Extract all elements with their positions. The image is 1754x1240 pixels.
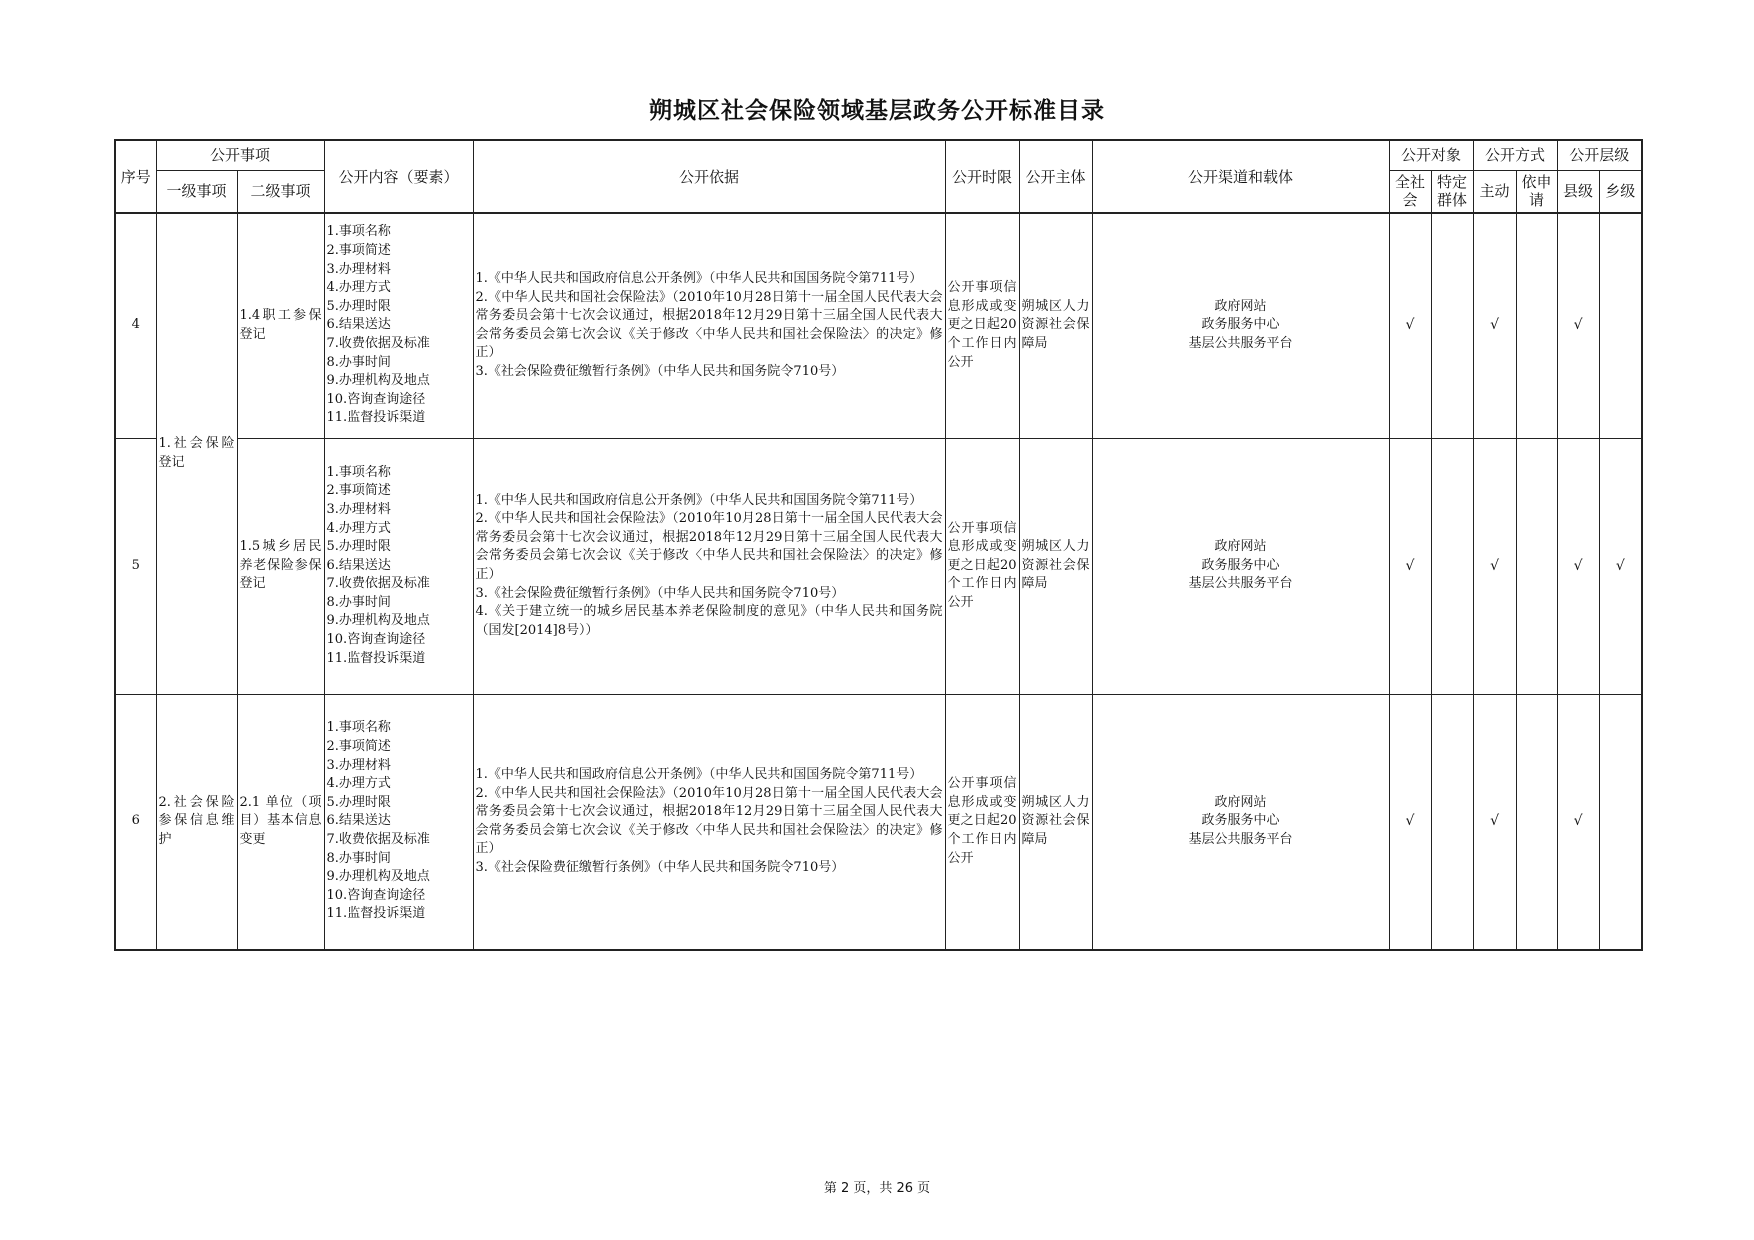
check-target-group: [1431, 694, 1473, 950]
basis-item: 2.《中华人民共和国社会保险法》（2010年10月28日第十一届全国人民代表大会常务委员会第十七次会议通过，根据2018年12月29日第十三届全国人民代表大会常务委员会第七次会议《关于修改〈中华人民共和国社会保险法〉的决定》修正）: [475, 289, 943, 361]
header-level-county: 县级: [1557, 170, 1599, 213]
header-matters: 公开事项: [156, 140, 324, 170]
content-item: 8.办事时间: [326, 850, 391, 866]
content-item: 3.办理材料: [326, 757, 391, 773]
check-target-group: [1431, 213, 1473, 438]
channel-item: 政务服务中心: [1201, 557, 1280, 573]
header-mode: 公开方式: [1473, 140, 1557, 170]
content-item: 4.办理方式: [326, 520, 391, 536]
row-basis: [473, 694, 945, 950]
header-target: 公开对象: [1389, 140, 1473, 170]
check-level-county: √: [1557, 438, 1599, 694]
content-item: 10.咨询查询途径: [326, 632, 426, 648]
row-level2: 1.4职工参保登记: [237, 213, 324, 438]
channel-item: 基层公共服务平台: [1188, 576, 1293, 592]
row-level1: 1.社会保险登记: [156, 213, 237, 694]
header-subject: 公开主体: [1019, 140, 1092, 213]
header-level2: 二级事项: [237, 170, 324, 213]
check-level-county: √: [1557, 213, 1599, 438]
content-item: 6.结果送达: [326, 557, 391, 573]
content-item: 3.办理材料: [326, 501, 391, 517]
content-item: 9.办理机构及地点: [326, 373, 430, 389]
channel-item: 基层公共服务平台: [1188, 832, 1293, 848]
basis-item: 2.《中华人民共和国社会保险法》（2010年10月28日第十一届全国人民代表大会常务委员会第十七次会议通过，根据2018年12月29日第十三届全国人民代表大会常务委员会第七次会议《关于修改〈中华人民共和国社会保险法〉的决定》修正）: [475, 511, 943, 582]
channel-item: 政府网站: [1214, 539, 1267, 555]
header-channel: 公开渠道和载体: [1092, 140, 1389, 213]
row-content-list: [324, 213, 473, 438]
content-item: 1.事项名称: [326, 720, 391, 736]
row-basis: [473, 213, 945, 438]
channel-item: 基层公共服务平台: [1188, 336, 1293, 352]
header-basis: 公开依据: [473, 140, 945, 213]
content-item: 7.收费依据及标准: [326, 576, 430, 592]
row-channels: [1092, 694, 1389, 950]
check-mode-active: √: [1473, 213, 1516, 438]
channel-item: 政府网站: [1214, 298, 1267, 314]
check-mode-apply: [1516, 438, 1557, 694]
content-item: 6.结果送达: [326, 813, 391, 829]
check-mode-active: √: [1473, 694, 1516, 950]
content-item: 9.办理机构及地点: [326, 869, 430, 885]
content-item: 9.办理机构及地点: [326, 613, 430, 629]
basis-item: 3.《社会保险费征缴暂行条例》（中华人民共和国务院令710号）: [475, 859, 845, 875]
check-mode-apply: [1516, 213, 1557, 438]
row-channels: [1092, 213, 1389, 438]
check-target-all: √: [1389, 213, 1431, 438]
check-target-all: √: [1389, 438, 1431, 694]
basis-item: 2.《中华人民共和国社会保险法》（2010年10月28日第十一届全国人民代表大会常务委员会第十七次会议通过，根据2018年12月29日第十三届全国人民代表大会常务委员会第七次会议《关于修改〈中华人民共和国社会保险法〉的决定》修正）: [475, 785, 943, 857]
row-time: 公开事项信息形成或变更之日起20个工作日内公开: [945, 438, 1019, 694]
content-item: 11.监督投诉渠道: [326, 410, 426, 426]
basis-item: 1.《中华人民共和国政府信息公开条例》（中华人民共和国国务院令第711号）: [475, 492, 923, 508]
content-item: 7.收费依据及标准: [326, 832, 430, 848]
header-level-town: 乡级: [1599, 170, 1642, 213]
header-target-group: 特定群体: [1431, 170, 1473, 213]
table-body: [115, 213, 1642, 950]
basis-item: 1.《中华人民共和国政府信息公开条例》（中华人民共和国国务院令第711号）: [475, 766, 923, 782]
page-footer: 第 2 页，共 26 页: [823, 1181, 931, 1196]
basis-item: 3.《社会保险费征缴暂行条例》（中华人民共和国务院令710号）: [475, 585, 845, 601]
row-time: 公开事项信息形成或变更之日起20个工作日内公开: [945, 694, 1019, 950]
row-level2: 2.1 单位（项目）基本信息变更: [237, 694, 324, 950]
row-time: 公开事项信息形成或变更之日起20个工作日内公开: [945, 213, 1019, 438]
content-item: 2.事项简述: [326, 243, 391, 259]
basis-item: 1.《中华人民共和国政府信息公开条例》（中华人民共和国国务院令第711号）: [475, 270, 923, 286]
content-item: 5.办理时限: [326, 539, 391, 555]
content-item: 8.办事时间: [326, 354, 391, 370]
header-mode-apply: 依申请: [1516, 170, 1557, 213]
header-level1: 一级事项: [156, 170, 237, 213]
content-item: 6.结果送达: [326, 317, 391, 333]
row-seq: 5: [115, 438, 156, 694]
table-row: [115, 694, 1642, 950]
check-level-town: √: [1599, 438, 1642, 694]
content-item: 5.办理时限: [326, 794, 391, 810]
content-item: 2.事项简述: [326, 483, 391, 499]
channel-item: 政府网站: [1214, 794, 1267, 810]
content-item: 8.办事时间: [326, 594, 391, 610]
content-item: 10.咨询查询途径: [326, 887, 426, 903]
content-item: 11.监督投诉渠道: [326, 906, 426, 922]
channel-item: 政务服务中心: [1201, 813, 1280, 829]
page-title: 朔城区社会保险领域基层政务公开标准目录: [649, 97, 1105, 124]
row-channels: [1092, 438, 1389, 694]
row-content-list: [324, 438, 473, 694]
row-level2: 1.5城乡居民养老保险参保登记: [237, 438, 324, 694]
row-seq: 6: [115, 694, 156, 950]
channel-item: 政务服务中心: [1201, 317, 1280, 333]
header-level: 公开层级: [1557, 140, 1642, 170]
table-row: [115, 213, 1642, 438]
check-target-all: √: [1389, 694, 1431, 950]
row-content-list: [324, 694, 473, 950]
header-content: 公开内容（要素）: [324, 140, 473, 213]
row-level1: 2.社会保险参保信息维护: [156, 694, 237, 950]
check-target-group: [1431, 438, 1473, 694]
header-mode-active: 主动: [1473, 170, 1516, 213]
check-level-town: [1599, 213, 1642, 438]
table-header: [115, 140, 1642, 213]
basis-item: 4.《关于建立统一的城乡居民基本养老保险制度的意见》（中华人民共和国务院（国发[2014]8号））: [475, 604, 943, 638]
header-target-all: 全社会: [1389, 170, 1431, 213]
content-item: 4.办理方式: [326, 776, 391, 792]
basis-item: 3.《社会保险费征缴暂行条例》（中华人民共和国务院令710号）: [475, 363, 845, 379]
content-item: 3.办理材料: [326, 261, 391, 277]
check-level-town: [1599, 694, 1642, 950]
check-mode-apply: [1516, 694, 1557, 950]
content-item: 1.事项名称: [326, 464, 391, 480]
content-item: 5.办理时限: [326, 298, 391, 314]
content-item: 2.事项简述: [326, 739, 391, 755]
row-subject: 朔城区人力资源社会保障局: [1019, 213, 1092, 438]
check-mode-active: √: [1473, 438, 1516, 694]
catalog-table: [114, 139, 1643, 951]
row-subject: 朔城区人力资源社会保障局: [1019, 694, 1092, 950]
table-row: [115, 438, 1642, 694]
row-seq: 4: [115, 213, 156, 438]
row-subject: 朔城区人力资源社会保障局: [1019, 438, 1092, 694]
header-time: 公开时限: [945, 140, 1019, 213]
content-item: 1.事项名称: [326, 224, 391, 240]
content-item: 11.监督投诉渠道: [326, 650, 426, 666]
header-seq: 序号: [115, 140, 156, 213]
row-basis: [473, 438, 945, 694]
content-item: 10.咨询查询途径: [326, 391, 426, 407]
check-level-county: √: [1557, 694, 1599, 950]
content-item: 4.办理方式: [326, 280, 391, 296]
content-item: 7.收费依据及标准: [326, 336, 430, 352]
